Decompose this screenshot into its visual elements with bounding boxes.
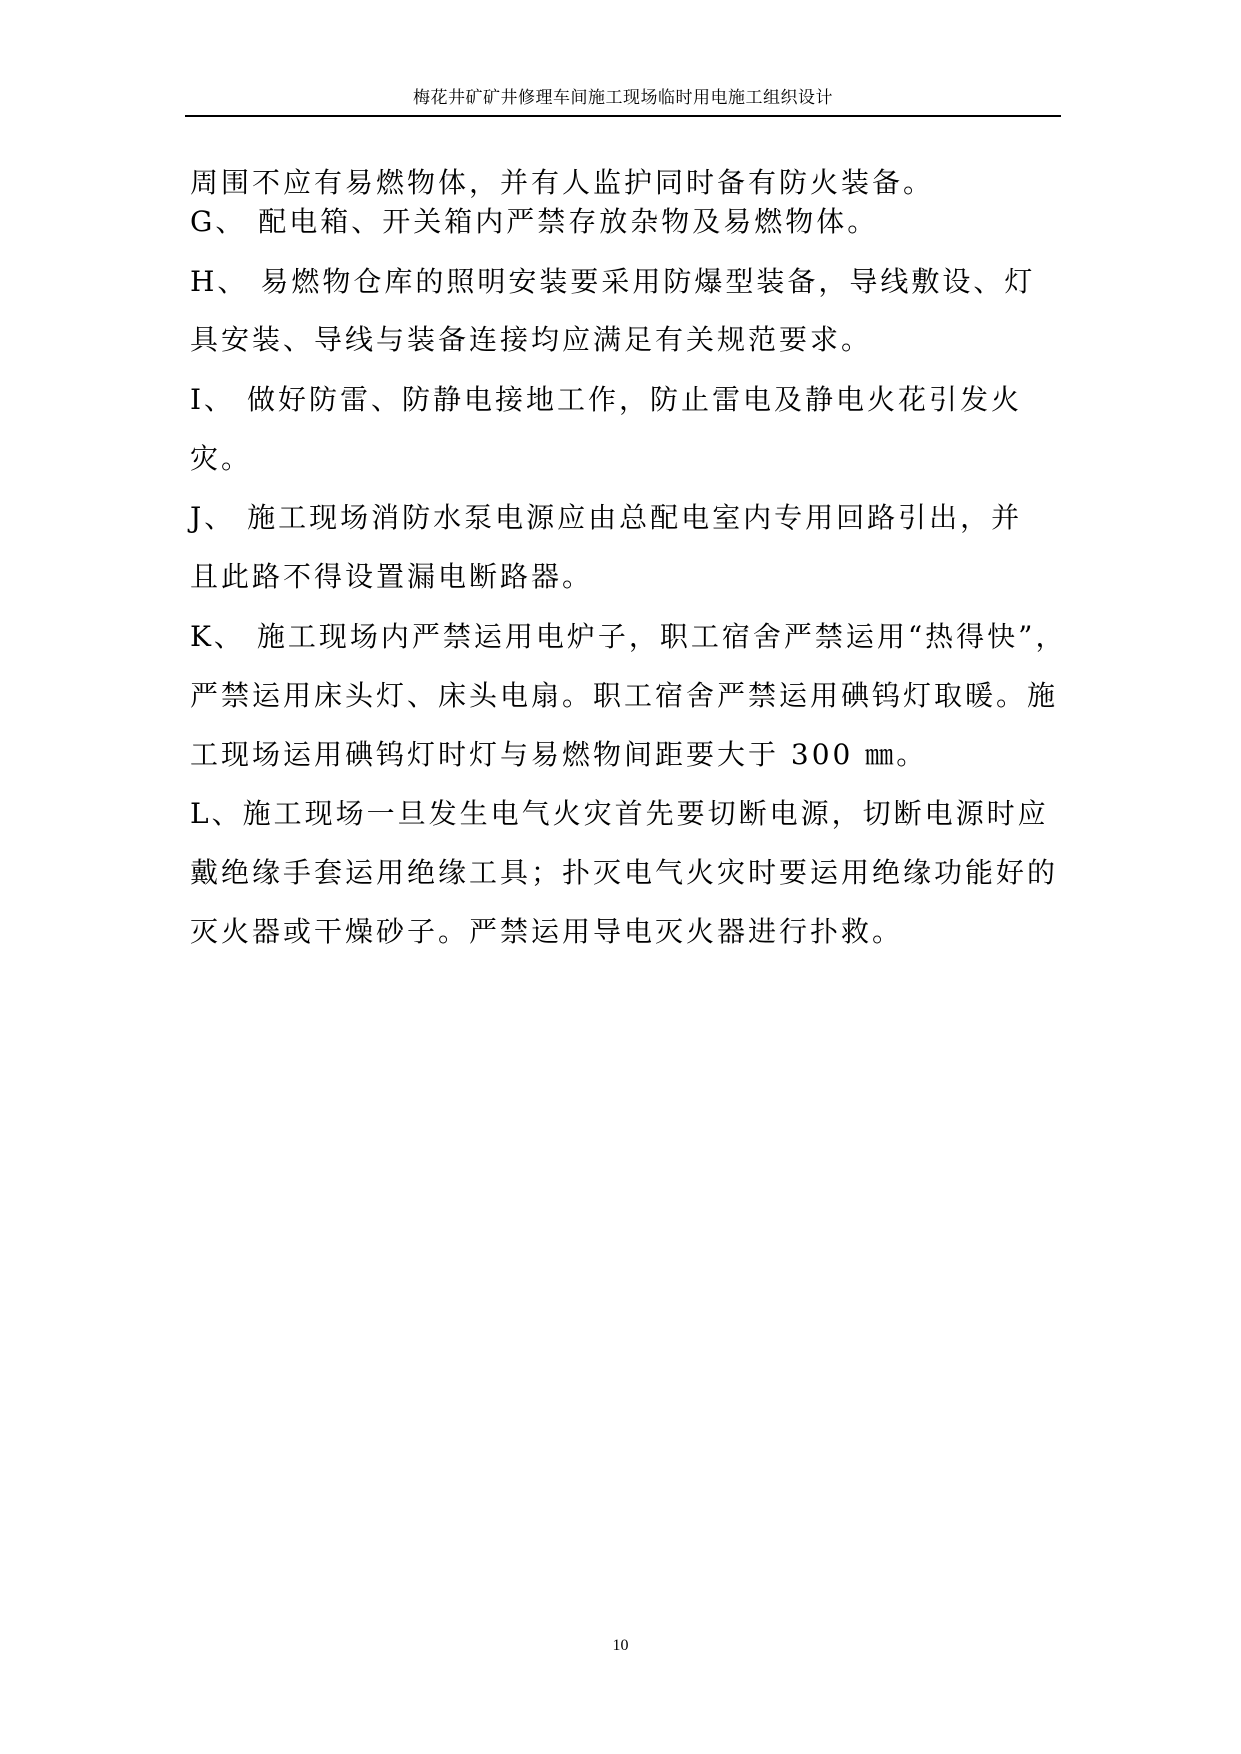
text-line: H、 易燃物仓库的照明安装要采用防爆型装备，导线敷设、灯: [190, 265, 1036, 298]
header-divider: [185, 115, 1061, 117]
page-header-title: 梅花井矿矿井修理车间施工现场临时用电施工组织设计: [413, 88, 833, 107]
text-line: I、 做好防雷、防静电接地工作，防止雷电及静电火花引发火: [190, 383, 1022, 416]
text-line: G、 配电箱、开关箱内严禁存放杂物及易燃物体。: [190, 205, 879, 238]
text-line: K、 施工现场内严禁运用电炉子，职工宿舍严禁运用“热得快”，: [190, 620, 1067, 653]
page-number: 10: [612, 1637, 629, 1654]
text-line: L、施工现场一旦发生电气火灾首先要切断电源，切断电源时应: [190, 797, 1049, 830]
text-line: 戴绝缘手套运用绝缘工具；扑灭电气火灾时要运用绝缘功能好的: [190, 856, 1059, 889]
text-line: 灭火器或干燥砂子。严禁运用导电灭火器进行扑救。: [190, 915, 904, 948]
text-line: 工现场运用碘钨灯时灯与易燃物间距要大于 300 ㎜。: [190, 738, 928, 771]
text-line: 周围不应有易燃物体，并有人监护同时备有防火装备。: [190, 166, 935, 199]
text-line: 具安装、导线与装备连接均应满足有关规范要求。: [190, 323, 873, 356]
text-line: 严禁运用床头灯、床头电扇。职工宿舍严禁运用碘钨灯取暖。施: [190, 679, 1059, 712]
text-line: 灾。: [190, 442, 253, 475]
text-line: 且此路不得设置漏电断路器。: [190, 560, 594, 593]
text-line: J、 施工现场消防水泵电源应由总配电室内专用回路引出，并: [190, 501, 1023, 534]
